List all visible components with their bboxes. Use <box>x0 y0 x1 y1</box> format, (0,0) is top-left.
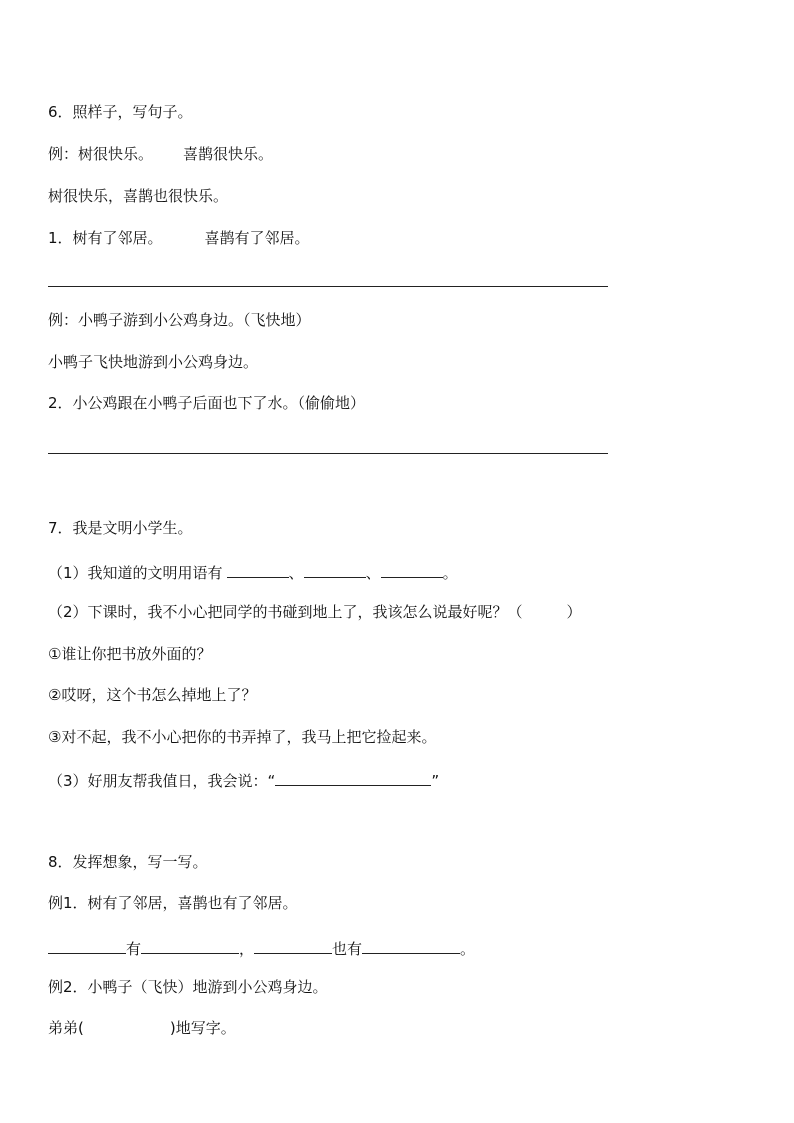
comma: ， <box>239 940 255 958</box>
q7-part1-blank2[interactable] <box>304 561 366 578</box>
q8-blank2[interactable] <box>141 937 239 954</box>
q6-item1-answer-line[interactable] <box>48 286 608 287</box>
q6-example1-answer: 树很快乐，喜鹊也很快乐。 <box>48 187 229 205</box>
q8-example2: 例2．小鸭子（飞快）地游到小公鸡身边。 <box>48 978 328 996</box>
q7-part1-blank3[interactable] <box>381 561 443 578</box>
close-paren: ） <box>566 603 582 621</box>
q7-part3 <box>48 769 439 791</box>
separator: 、 <box>288 564 304 582</box>
q6-example1-b: 喜鹊很快乐。 <box>183 145 274 163</box>
q6-example1 <box>48 144 273 164</box>
q7-option3: ③对不起，我不小心把你的书弄掉了，我马上把它捡起来。 <box>48 728 437 746</box>
q8-fill-sentence <box>48 937 475 959</box>
q6-item2: 2．小公鸡跟在小鸭子后面也下了水。（偷偷地） <box>48 394 366 412</box>
q7-part3-label: （3）好朋友帮我值日，我会说：“ <box>48 772 276 790</box>
close-quote: ” <box>431 772 440 790</box>
q6-example2: 例：小鸭子游到小公鸡身边。（飞快地） <box>48 311 311 329</box>
q7-option1: ①谁让你把书放外面的？ <box>48 645 212 663</box>
q8-blank4[interactable] <box>362 937 460 954</box>
brother-suffix: )地写字。 <box>169 1019 236 1037</box>
q6-example1-a: 例：树很快乐。 <box>48 145 154 163</box>
q8-title: 8．发挥想象，写一写。 <box>48 853 208 871</box>
q8-brother-sentence <box>48 1018 236 1038</box>
q8-example1: 例1．树有了邻居，喜鹊也有了邻居。 <box>48 894 298 912</box>
period: 。 <box>460 940 476 958</box>
q7-part1 <box>48 561 458 583</box>
separator: 、 <box>365 564 381 582</box>
word-you: 有 <box>126 940 142 958</box>
q6-item1-b: 喜鹊有了邻居。 <box>204 229 310 247</box>
q7-part1-blank1[interactable] <box>227 561 289 578</box>
q7-part1-label: （1）我知道的文明用语有 <box>48 564 223 582</box>
q6-item1-a: 1．树有了邻居。 <box>48 229 163 247</box>
q6-item1 <box>48 228 310 248</box>
brother-prefix: 弟弟( <box>48 1019 84 1037</box>
q7-part3-blank[interactable] <box>275 769 431 786</box>
word-yeyou: 也有 <box>332 940 363 958</box>
q6-title: 6．照样子，写句子。 <box>48 103 193 121</box>
q7-title: 7．我是文明小学生。 <box>48 519 193 537</box>
q7-part2 <box>48 602 582 622</box>
q7-part2-text: （2）下课时，我不小心把同学的书碰到地上了，我该怎么说最好呢？（ <box>48 603 523 621</box>
q6-item2-answer-line[interactable] <box>48 453 608 454</box>
q7-option2: ②哎呀，这个书怎么掉地上了？ <box>48 686 257 704</box>
q8-blank3[interactable] <box>254 937 332 954</box>
q6-example2-answer: 小鸭子飞快地游到小公鸡身边。 <box>48 353 259 371</box>
q8-blank1[interactable] <box>48 937 126 954</box>
period: 。 <box>442 564 458 582</box>
